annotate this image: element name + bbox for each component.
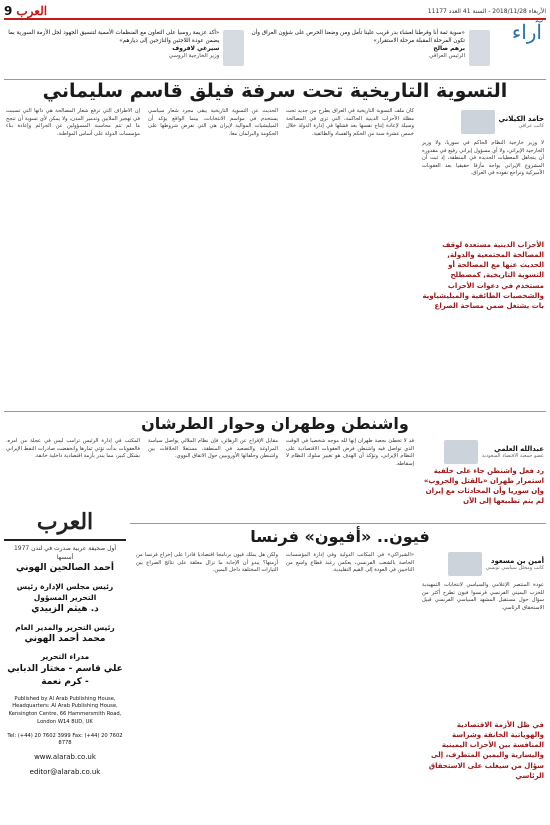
quote-photo-1 [469, 30, 490, 66]
article3-pull-quote: في ظل الأزمة الاقتصادية والهوياتية الخانقة وشراسة المنافسة بين الأحزاب اليمينية واليسارية واليمين المتطرف، إلى سؤال من سيغلب على الاستحقاق الرئاسي [428, 721, 544, 780]
article2-col-3: المكتب في إدارة الرئيس ترامب ليس في عجلة من أمره، فالعقوبات بدأت تؤتي ثمارها وانخفضت صادرات النفط الإيراني بشكل كبير، مما ينذر بأزمة اقتصادية داخلية خانقة. [6, 438, 140, 460]
article2-col-2: مقابل الإفراج عن الرهائن، فإن نظام الملالي يواصل سياسة المراوغة والتصعيد في المنطقة، مستغلا الخلافات بين واشنطن وحلفائها الأوروبيين حول الاتفاق النووي. [148, 438, 278, 460]
masthead-managing-label: رئيس التحرير والمدير العام [15, 622, 115, 632]
quote-role-2: وزير الخارجية الروسي [168, 53, 220, 60]
brand [4, 4, 47, 18]
article1-col-4: إن الأطراف التي ترفع شعار المصالحة هي ذاتها التي تسببت في تهجير الملايين وتدمير المدن، ولا يمكن لأي تسوية أن تنجح ما لم تتم محاسبة المسؤولين عن الجرائم وإعادة بناء مؤسسات الدولة على أساس المواطنة. [6, 108, 140, 137]
quote-photo-2 [223, 30, 244, 66]
masthead-logo: العرب [4, 506, 126, 541]
article1-pull-quote: الأحزاب الدينية مستعدة لوقف المصالحة المجتمعية والدولة, الحديث عنها مع المصالحة أو التسوية التاريخية, كمصطلح مستخدم في دعوات الأحزاب والشخصيات الطائفية والميليشياوية بات يشتغل ضمن مساحة الصراع [422, 241, 544, 310]
article3-author [448, 552, 544, 576]
masthead-managing: محمد أحمد الهوني [24, 633, 106, 644]
quote-name-1: برهم صالح [433, 45, 465, 53]
masthead-address: Published by Al Arab Publishing House, Headquarters: Al Arab Publishing House, Kensington Centre, 66 Hammersmith Road, London W14 8UD, UK [8, 695, 122, 725]
article1-col-3: الحديث عن التسوية التاريخية يبقى مجرد شعار سياسي يستخدم في مواسم الانتخابات، بينما الواقع يؤكد أن الميليشيات الموالية لإيران هي التي تفرض شروطها على الحكومة والبرلمان معا. [148, 108, 278, 137]
masthead-founded: أول صحيفة عربية صدرت في لندن 1977 [13, 545, 117, 552]
masthead-founder: أحمد الصالحين الهوني [16, 563, 114, 573]
article1-headline: التسوية التاريخية تحت سرفة فيلق قاسم سليماني [42, 80, 508, 102]
quote-text-2: «أكد عزيمة روسيا على التعاون مع المنظمات الأممية لتنسيق الجهود لحل الأزمة السورية بما يضمن عودة اللاجئين والنازحين إلى ديارهم» [8, 30, 220, 44]
page-number: 9 [4, 4, 13, 18]
article3-author-role: كاتب ومحلل سياسي تونسي [485, 565, 544, 571]
article1-author-photo [461, 110, 495, 134]
article2-col-1: قد لا تخطئ بجعبة طهران إنها لله موجه شخصيا في الوقت الذي تواصل فيه واشنطن فرض العقوبات الاقتصادية على النظام الإيراني، وتؤكد أن الهدف هو تغيير سلوك النظام لا إسقاطه. [286, 438, 414, 467]
article1-col-1: لا وزير خارجية النظام الحاكم في سوريا، ولا وزير الخارجية الإيراني، ولا أي مسؤول إيراني رفيع في مقدوره أن يتجاهل المعطيات الجديدة في المنطقة، إذ ثبت أن المشروع الإيراني يواجه مأزقا حقيقيا بعد العقوبات الأميركية وتراجع نفوذه في العراق. [422, 140, 544, 177]
quote-name-2: سيرغي لافروف [172, 45, 220, 53]
quote-role-1: الرئيس العراقي [429, 53, 465, 60]
masthead-website[interactable]: www.alarab.co.uk [34, 753, 96, 762]
masthead-phone: Tel: (+44) 20 7602 3999 Fax: (+44) 20 7602 8778 [7, 732, 123, 747]
quote-block-1 [250, 30, 490, 76]
masthead-chairman: د. هيثم الزبيدي [31, 604, 99, 614]
quotes-strip [4, 30, 490, 76]
masthead-founder-label: أسسها [56, 554, 74, 561]
article2-headline: واشنطن وطهران وحوار الطرشان [141, 414, 409, 433]
newspaper-logo: العرب [16, 4, 48, 18]
article1-author-name: حامد الكيلاني [498, 115, 544, 123]
issue-info: الأربعاء 2018/11/28 - السنة 41 العدد 11177 [427, 7, 546, 15]
masthead-email[interactable]: editor@alarab.co.uk [29, 767, 101, 776]
masthead-box [4, 506, 126, 822]
article3-author-name: أمين بن مسعود [490, 557, 544, 565]
section-title: آراء [511, 20, 542, 44]
article1-author [461, 110, 544, 134]
article3-col-2: «الشيراكي» في المكاتب الدولية وفي إدارة المؤسسات الخاصة بالشعب الفرنسي، يعكس رغبة قطاع واسع من الناخبين في العودة إلى القيم التقليدية. [286, 552, 414, 574]
article2-author-photo [444, 440, 478, 464]
quote-block-2 [4, 30, 244, 76]
masthead-editors-label: مدراء التحرير [40, 652, 90, 662]
article2-author [444, 440, 544, 464]
top-bar [4, 4, 546, 20]
article1-col-2: كان ملف التسوية التاريخية في العراق يطرح من جديد تحت مظلة الأحزاب الدينية الحاكمة، التي ترى في المصالحة وسيلة لإعادة إنتاج نفسها بعد فشلها في إدارة الدولة خلال خمس عشرة سنة من الحكم والفساد والطائفية. [286, 108, 414, 137]
article3-col-3: ولكن هل يملك فيون برنامجا اقتصاديا قادرا على إخراج فرنسا من أزمتها؟ يبدو أن الإجابة ما تزال معلقة على نتائج الصراع بين التيارات المختلفة داخل اليمين. [136, 552, 278, 574]
article2-author-name: عبدالله العلمي [494, 445, 544, 453]
quote-text-1: «سوية ثمة أنا وقرطنا لعشاء بدر قريب علينا تأمل ومن وضعنا الحرص على شؤون العراق وأن تكون المرحلة المقبلة مرحلة الاستقرار» [251, 30, 465, 44]
divider [4, 411, 546, 412]
article2-pull-quote: رد فعل واشنطن جاء على خلفية استمرار طهران «بالقتل والحروب» وإن سوريا وأن المحادثات مع إيران لم يتم تطبيعها إلى الآن [423, 467, 544, 506]
article1-author-role: كاتب عراقي [518, 123, 544, 129]
article3-col-1: عودة المنتصر الإعلامي والسياسي لانتخابات التمهيدية للحزب اليميني الفرنسي فرنسوا فيون تطرح أكثر من سؤال حول مستقبل المشهد السياسي الفرنسي قبيل الاستحقاق الرئاسي. [422, 582, 544, 611]
masthead-editors: علي قاسم - مختار الدبابي - كرم نعمة [7, 663, 123, 687]
article3-headline: فيون.. «أفيون» فرنسا [250, 527, 430, 546]
divider [130, 523, 546, 524]
article3-author-photo [448, 552, 482, 576]
masthead-chairman-label: رئيس مجلس الإدارة رئيس التحرير المسؤول [16, 581, 114, 602]
article2-author-role: عضو جمعية الاقتصاد السعودية [481, 453, 544, 459]
